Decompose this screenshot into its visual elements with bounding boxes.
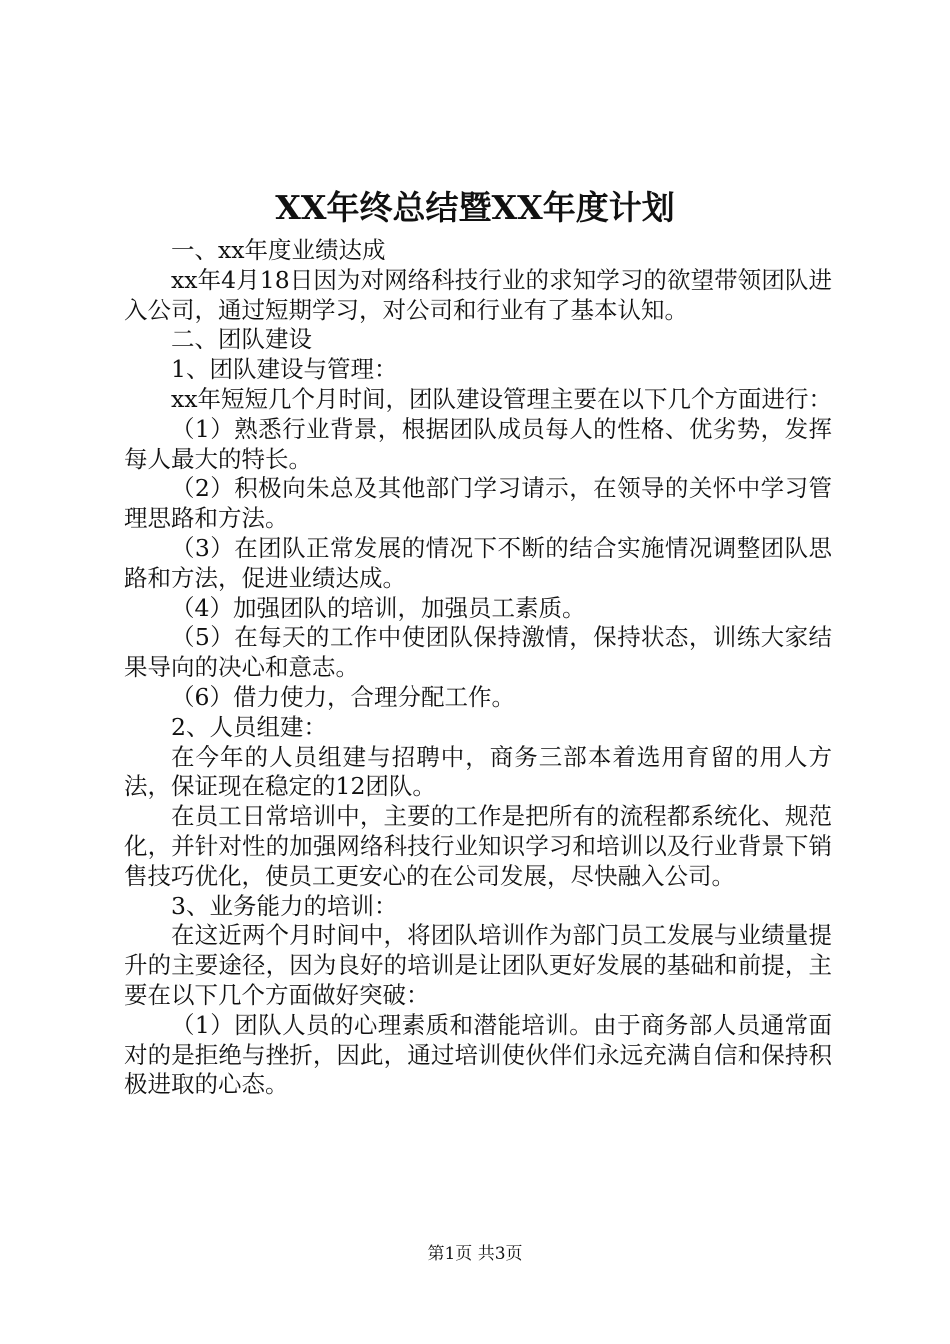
paragraph: 在这近两个月时间中，将团队培训作为部门员工发展与业绩量提升的主要途径，因为良好的培训是让团队更好发展的基础和前提，主要在以下几个方面做好突破： <box>124 921 832 1009</box>
subsection-heading: 3、业务能力的培训： <box>171 891 398 920</box>
document-body <box>124 236 832 1100</box>
subsection-heading: 2、人员组建： <box>171 712 327 741</box>
page-number: 第1页 共3页 <box>427 1244 523 1264</box>
subsection-heading: 1、团队建设与管理： <box>171 355 398 384</box>
paragraph: 在员工日常培训中，主要的工作是把所有的流程都系统化、规范化，并针对性的加强网络科技行业知识学习和培训以及行业背景下销售技巧优化，使员工更安心的在公司发展，尽快融入公司。 <box>124 802 832 890</box>
section-heading: 一、xx年度业绩达成 <box>171 236 386 264</box>
list-item: （6）借力使力，合理分配工作。 <box>171 682 515 711</box>
section-heading: 二、团队建设 <box>171 325 312 354</box>
list-item: （1）熟悉行业背景，根据团队成员每人的性格、优劣势，发挥每人最大的特长。 <box>124 414 832 473</box>
list-item: （3）在团队正常发展的情况下不断的结合实施情况调整团队思路和方法，促进业绩达成。 <box>124 533 832 592</box>
list-item: （1）团队人员的心理素质和潜能培训。由于商务部人员通常面对的是拒绝与挫折，因此，通过培训使伙伴们永远充满自信和保持积极进取的心态。 <box>124 1010 832 1099</box>
paragraph: 在今年的人员组建与招聘中，商务三部本着选用育留的用人方法，保证现在稳定的12团队。 <box>124 742 832 801</box>
paragraph: xx年短短几个月时间，团队建设管理主要在以下几个方面进行： <box>171 384 833 413</box>
list-item: （5）在每天的工作中使团队保持激情，保持状态，训练大家结果导向的决心和意志。 <box>124 623 832 682</box>
list-item: （2）积极向朱总及其他部门学习请示，在领导的关怀中学习管理思路和方法。 <box>124 474 832 533</box>
paragraph: xx年4月18日因为对网络科技行业的求知学习的欲望带领团队进入公司，通过短期学习，对公司和行业有了基本认知。 <box>124 265 832 324</box>
list-item: （4）加强团队的培训，加强员工素质。 <box>171 593 586 622</box>
document-title: XX年终总结暨XX年度计划 <box>275 188 675 227</box>
